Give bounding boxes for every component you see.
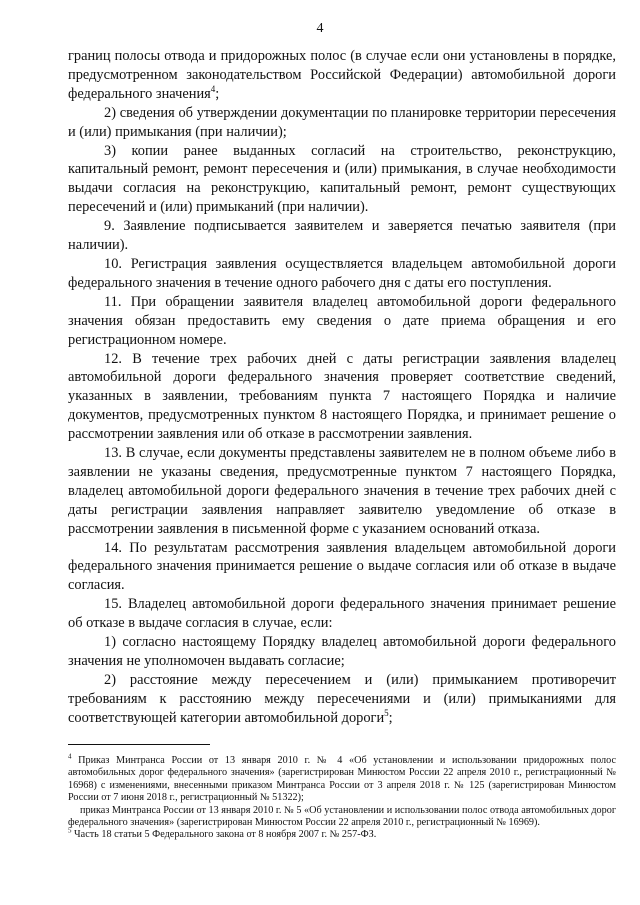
footnote-4-continuation <box>68 805 616 830</box>
paragraph-item-2: 2) сведения об утверждении документации по планировке территории пересечения и (или) примыкания (при наличии); <box>68 104 616 140</box>
paragraph-tail: ; <box>215 85 220 102</box>
page-number: 4 <box>316 21 324 36</box>
paragraph-clause-15-item-2 <box>68 671 616 728</box>
paragraph-text: границ полосы отвода и придорожных полос (в случае если они установлены в порядке, предусмотренном законодательством Российской Федерации) автомобильной дороги федерального значения <box>68 48 616 102</box>
footnote-reference[interactable]: 5 <box>384 707 389 718</box>
footnote-mark: 5 <box>68 827 72 836</box>
paragraph-clause-15: 15. Владелец автомобильной дороги федерального значения принимает решение об отказе в выдаче согласия в случае, если: <box>68 596 616 632</box>
footnote-4 <box>68 752 616 805</box>
footnote-text: приказ Минтранса России от 13 января 2010 г. № 5 «Об установлении и использовании полос отвода автомобильных дорог федерального значения» (зарегистрирован Минюстом России 22 апреля 2010 г., регистрационный № 16969). <box>68 804 616 829</box>
paragraph-clause-9: 9. Заявление подписывается заявителем и заверяется печатью заявителя (при наличии). <box>68 218 616 254</box>
footnotes <box>68 752 616 842</box>
footnote-text: Часть 18 статьи 5 Федерального закона от 8 ноября 2007 г. № 257-ФЗ. <box>71 829 377 841</box>
paragraph-clause-13: 13. В случае, если документы представлены заявителем не в полном объеме либо в заявлении не указаны сведения, предусмотренные пунктом 7 настоящего Порядка, владелец автомобильной дороги федерального значения в течение трех рабочих дней с даты регистрации заявления направляет заявителю уведомление об отказе в рассмотрении заявления в письменной форме с указанием оснований отказа. <box>68 445 616 537</box>
footnote-5 <box>68 829 616 841</box>
footnote-reference[interactable]: 4 <box>210 84 216 95</box>
paragraph-clause-11: 11. При обращении заявителя владелец автомобильной дороги федерального значения обязан предоставить ему сведения о дате приема обращения и его регистрационном номере. <box>68 293 616 348</box>
paragraph-clause-12: 12. В течение трех рабочих дней с даты регистрации заявления владелец автомобильной дороги федерального значения проверяет соответствие сведений, указанных в заявлении, требованиям пункта 7 настоящего Порядка и наличие документов, предусмотренных пунктом 8 настоящего Порядка, и принимает решение о рассмотрении заявления или об отказе в рассмотрении заявления. <box>68 350 616 443</box>
paragraph-boundaries <box>68 47 616 104</box>
footnote-divider <box>68 744 210 745</box>
paragraph-clause-10: 10. Регистрация заявления осуществляется владельцем автомобильной дороги федерального значения в течение одного рабочего дня с даты его поступления. <box>68 255 616 291</box>
paragraph-clause-15-item-1: 1) согласно настоящему Порядку владелец автомобильной дороги федерального значения не уполномочен выдавать согласие; <box>68 634 616 669</box>
paragraph-item-3: 3) копии ранее выданных согласий на строительство, реконструкцию, капитальный ремонт, ремонт пересечения и (или) примыкания, в случае необходимости выдачи согласия на реконструкцию, капитальный ремонт, ремонт существующих пересечений и (или) примыканий (при наличии). <box>68 142 616 216</box>
paragraph-tail: ; <box>388 709 393 726</box>
paragraph-clause-14: 14. По результатам рассмотрения заявления владельцем автомобильной дороги федерального значения принимается решение о выдаче согласия или об отказе в выдаче согласия. <box>68 539 616 594</box>
footnote-text: Приказ Минтранса России от 13 января 2010 г. № 4 «Об установлении и использовании придорожных полос автомобильных дорог федерального значения» (зарегистрирован Минюстом России 22 апреля 2010 г., регистрационный № 16968) с изменениями, внесенными приказом Минтранса России от 3 апреля 2018 г. № 125 (зарегистрирован Минюстом России от 7 июня 2018 г., регистрационный № 51322); <box>68 755 616 804</box>
paragraph-text: 2) расстояние между пересечением и (или) примыканием противоречит требованиям к расстоянию между пересечениями и (или) примыканиями для соответствующей категории автомобильной дороги <box>68 671 616 726</box>
footnote-mark: 4 <box>68 752 72 761</box>
document-body <box>68 47 616 728</box>
